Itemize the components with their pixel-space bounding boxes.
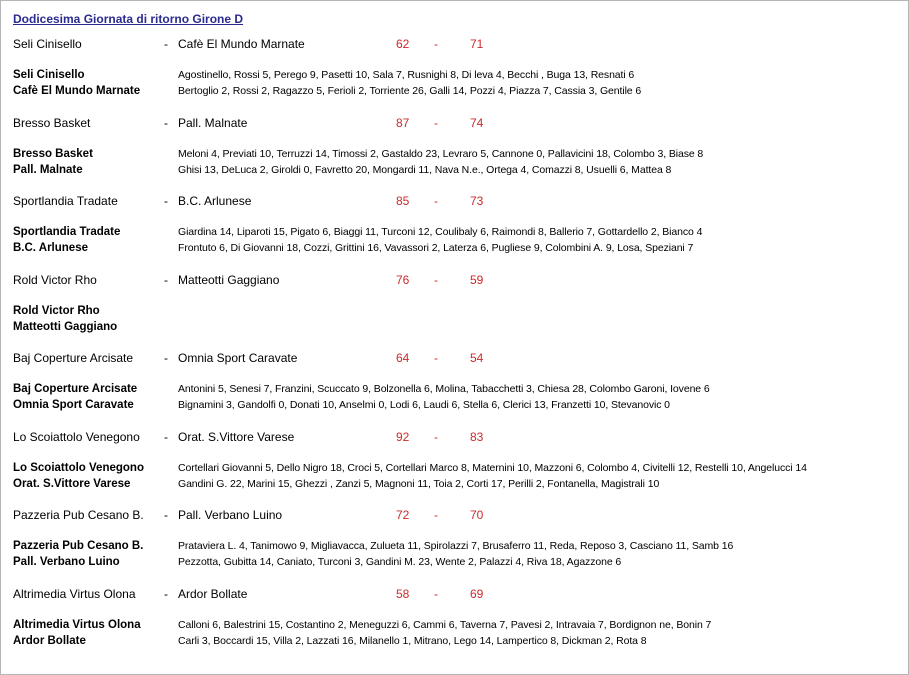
match-details [1, 67, 908, 99]
away-team-label: Pall. Verbano Luino [13, 556, 120, 568]
home-team-name: Lo Scoiattolo Venegono [13, 429, 140, 444]
home-scorers-row [1, 381, 908, 397]
match-details [1, 224, 908, 256]
match-separator: - [164, 272, 168, 287]
away-team-name: B.C. Arlunese [178, 194, 252, 208]
away-players: Bertoglio 2, Rossi 2, Ragazzo 5, Ferioli 2, Torriente 26, Galli 14, Pozzi 4, Piazza 7, Cassia 3, Gentile 6 [178, 85, 642, 97]
page-title[interactable]: Dodicesima Giornata di ritorno Girone D [13, 12, 244, 26]
match-separator: - [164, 508, 168, 522]
home-team-name: Seli Cinisello [13, 37, 82, 51]
home-players: Cortellari Giovanni 5, Dello Nigro 18, Croci 5, Cortellari Marco 8, Maternini 10, Mazzoni 6, Colombo 4, Civitelli 12, Restelli 10, Angelucci 14 [178, 461, 807, 474]
away-scorers-row [1, 633, 908, 649]
home-scorers-row [1, 460, 908, 476]
away-players: Gandini G. 22, Marini 15, Ghezzi , Zanzi 5, Magnoni 11, Toia 2, Corti 17, Perilli 2, Fontanella, Magistrali 10 [178, 477, 660, 490]
away-scorers-row [1, 476, 908, 492]
home-team-label: Rold Victor Rho [13, 304, 100, 317]
home-players: Antonini 5, Senesi 7, Franzini, Scuccato 9, Bolzonella 6, Molina, Tabacchetti 3, Chiesa 28, Colombo Garoni, Iovene 6 [178, 383, 710, 395]
home-score: 62 [396, 37, 410, 51]
match-details [1, 303, 908, 335]
home-scorers-row [1, 67, 908, 83]
home-team-name: Baj Coperture Arcisate [13, 351, 134, 365]
away-players: Carli 3, Boccardi 15, Villa 2, Lazzati 16, Milanello 1, Mitrano, Lego 14, Lampertico 8, Dickman 2, Rota 8 [178, 634, 647, 647]
away-team-name: Orat. S.Vittore Varese [178, 429, 295, 444]
score-separator: - [434, 508, 438, 522]
away-score: 74 [470, 115, 484, 130]
away-score: 73 [470, 194, 484, 208]
away-score: 69 [470, 586, 484, 601]
away-team-name: Ardor Bollate [178, 586, 248, 601]
home-players: Giardina 14, Liparoti 15, Pigato 6, Biaggi 11, Turconi 12, Coulibaly 6, Raimondi 8, Ballerio 7, Gottardello 2, Bianco 4 [178, 226, 703, 238]
match-separator: - [164, 351, 168, 365]
home-scorers-row [1, 224, 908, 240]
home-team-label: Lo Scoiattolo Venegono [13, 461, 144, 474]
home-scorers-row [1, 617, 908, 633]
home-team-name: Bresso Basket [13, 115, 91, 130]
home-team-name: Sportlandia Tradate [13, 194, 118, 208]
away-players: Ghisi 13, DeLuca 2, Giroldi 0, Favretto 20, Mongardi 11, Nava N.e., Ortega 4, Comazzi 8, Usuelli 6, Mattea 8 [178, 163, 672, 176]
home-players: Prataviera L. 4, Tanimowo 9, Migliavacca, Zulueta 11, Spirolazzi 7, Brusaferro 11, Reda, Reposo 3, Casciano 11, Samb 16 [178, 540, 734, 552]
home-team-label: Seli Cinisello [13, 69, 85, 81]
home-score: 64 [396, 351, 410, 365]
away-team-label: Cafè El Mundo Marnate [13, 85, 141, 97]
match-separator: - [164, 429, 168, 444]
away-scorers-row [1, 554, 908, 570]
home-score: 87 [396, 115, 410, 130]
away-scorers-row [1, 319, 908, 335]
score-separator: - [434, 194, 438, 208]
away-team-label: Matteotti Gaggiano [13, 320, 118, 333]
home-team-label: Sportlandia Tradate [13, 226, 121, 238]
home-team-label: Bresso Basket [13, 147, 93, 160]
home-scorers-row [1, 538, 908, 554]
score-separator: - [434, 272, 438, 287]
away-team-label: B.C. Arlunese [13, 242, 88, 254]
away-players: Bignamini 3, Gandolfi 0, Donati 10, Anselmi 0, Lodi 6, Laudi 6, Stella 6, Clerici 13, Franzetti 10, Stevanovic 0 [178, 399, 670, 411]
away-players: Pezzotta, Gubitta 14, Caniato, Turconi 3, Gandini M. 23, Wente 2, Palazzi 4, Riva 18, Agazzone 6 [178, 556, 622, 568]
away-score: 83 [470, 429, 484, 444]
away-scorers-row [1, 397, 908, 413]
home-team-label: Pazzeria Pub Cesano B. [13, 540, 144, 552]
away-team-label: Pall. Malnate [13, 163, 83, 176]
away-score: 71 [470, 37, 484, 51]
away-players: Frontuto 6, Di Giovanni 18, Cozzi, Grittini 16, Vavassori 2, Laterza 6, Pugliese 9, Colombini A. 9, Losa, Speziani 7 [178, 242, 694, 254]
away-team-name: Cafè El Mundo Marnate [178, 37, 305, 51]
match-separator: - [164, 37, 168, 51]
away-scorers-row [1, 162, 908, 178]
home-team-label: Altrimedia Virtus Olona [13, 618, 141, 631]
away-team-label: Ardor Bollate [13, 634, 86, 647]
home-players: Agostinello, Rossi 5, Perego 9, Pasetti 10, Sala 7, Rusnighi 8, Di leva 4, Becchi , Buga 13, Resnati 6 [178, 69, 635, 81]
home-score: 92 [396, 429, 410, 444]
match-details [1, 538, 908, 570]
match-separator: - [164, 586, 168, 601]
away-team-name: Pall. Verbano Luino [178, 508, 283, 522]
away-score: 59 [470, 272, 484, 287]
score-separator: - [434, 115, 438, 130]
away-score: 70 [470, 508, 484, 522]
away-scorers-row [1, 83, 908, 99]
home-team-name: Altrimedia Virtus Olona [13, 586, 136, 601]
score-separator: - [434, 586, 438, 601]
score-separator: - [434, 429, 438, 444]
away-scorers-row [1, 240, 908, 256]
score-separator: - [434, 351, 438, 365]
away-team-label: Orat. S.Vittore Varese [13, 477, 131, 490]
home-score: 58 [396, 586, 410, 601]
match-details [1, 381, 908, 413]
home-score: 85 [396, 194, 410, 208]
match-separator: - [164, 115, 168, 130]
match-details [1, 460, 908, 492]
home-players: Calloni 6, Balestrini 15, Costantino 2, Meneguzzi 6, Cammi 6, Taverna 7, Pavesi 2, Intravaia 7, Bordignon ne, Bonin 7 [178, 618, 712, 631]
home-scorers-row [1, 146, 908, 162]
away-score: 54 [470, 351, 484, 365]
home-scorers-row [1, 303, 908, 319]
home-score: 76 [396, 272, 410, 287]
match-details [1, 617, 908, 649]
score-separator: - [434, 37, 438, 51]
away-team-label: Omnia Sport Caravate [13, 399, 134, 411]
home-team-name: Rold Victor Rho [13, 272, 97, 287]
home-players: Meloni 4, Previati 10, Terruzzi 14, Timossi 2, Gastaldo 23, Levraro 5, Cannone 0, Pallavicini 18, Colombo 3, Biase 8 [178, 147, 704, 160]
home-team-label: Baj Coperture Arcisate [13, 383, 138, 395]
home-team-name: Pazzeria Pub Cesano B. [13, 508, 144, 522]
match-separator: - [164, 194, 168, 208]
home-score: 72 [396, 508, 410, 522]
away-team-name: Pall. Malnate [178, 115, 248, 130]
away-team-name: Matteotti Gaggiano [178, 272, 280, 287]
away-team-name: Omnia Sport Caravate [178, 351, 298, 365]
match-details [1, 146, 908, 178]
